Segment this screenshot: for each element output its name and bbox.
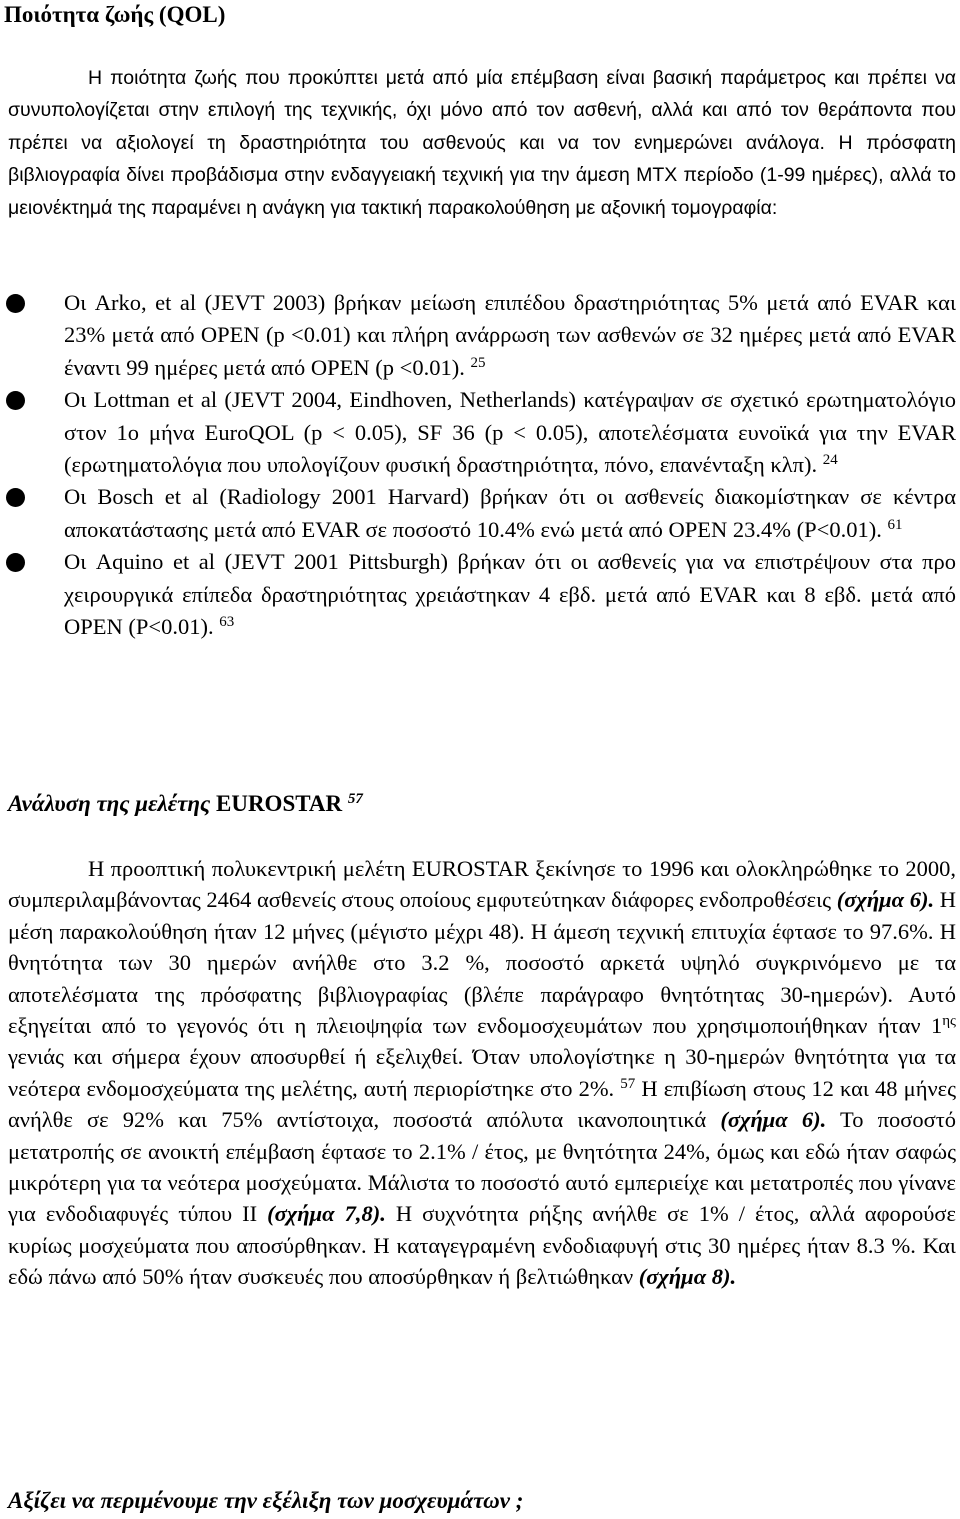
reference-number: 24 <box>822 451 838 468</box>
section-heading-eurostar <box>8 788 363 820</box>
qol-study-list <box>0 287 956 643</box>
list-item-text: Οι Arko, et al (JEVT 2003) βρήκαν μείωση επιπέδου δραστηριότητας 5% μετά από EVAR και 23% μετά από OPEN (p <0.01) και πλήρη ανάρρωση των ασθενών σε 32 ημέρες μετά από EVAR έναντι 99 ημέρες μετά από OPEN (p <0.01). <box>64 290 956 380</box>
bullet-icon <box>6 488 25 507</box>
reference-number: 57 <box>347 790 363 807</box>
section-heading-qol: Ποιότητα ζωής (QOL) <box>4 2 226 27</box>
eurostar-text-1: Η προοπτική πολυκεντρική μελέτη EUROSTAR ξεκίνησε το 1996 και ολοκληρώθηκε το 2000, συμπεριλαμβάνοντας 2464 ασθενείς στους οποίους εμφυτεύτηκαν διάφορες ενδοπροθέσεις <box>8 856 956 913</box>
list-item <box>0 546 956 643</box>
figure-reference: (σχήμα 6). <box>836 887 935 913</box>
section-heading-closing: Αξίζει να περιμένουμε την εξέλιξη των μοσχευμάτων ; <box>8 1488 524 1513</box>
figure-reference: (σχήμα 6). <box>720 1107 827 1133</box>
list-item <box>0 384 956 481</box>
eurostar-heading-prefix: Ανάλυση της μελέτης <box>8 791 211 816</box>
eurostar-text-3: γενιάς και σήμερα έχουν αποσυρθεί ή εξελιχθεί. Όταν υπολογίστηκε η 30-ημερών θνητότητα για τα νεότερα ενδομοσχεύματα της μελέτης, αυτή περιορίστηκε στο 2%. <box>8 1044 956 1101</box>
bullet-icon <box>6 391 25 410</box>
qol-intro-paragraph <box>8 62 956 224</box>
bullet-icon <box>6 294 25 313</box>
eurostar-text-5: Το ποσοστό μετατροπής σε ανοικτή επέμβαση έφτασε το 2.1% / έτος, με θνητότητα 24%, όμως και εδώ ήταν σαφώς μικρότερη για τα νεότερα μοσχεύματα. Μάλιστα το ποσοστό αυτό εμπεριείχε και μετατροπές που γίνανε για ενδοδιαφυγές τύπου ΙΙ <box>8 1107 957 1227</box>
figure-reference: (σχήμα 7,8). <box>267 1201 386 1227</box>
list-item-text: Οι Bosch et al (Radiology 2001 Harvard) βρήκαν ότι οι ασθενείς διακομίστηκαν σε κέντρα αποκατάστασης μετά από EVAR σε ποσοστό 10.4% ενώ μετά από OPEN 23.4% (P<0.01). <box>64 484 956 542</box>
qol-intro-text: Η ποιότητα ζωής που προκύπτει μετά από μία επέμβαση είναι βασική παράμετρος και πρέπει να συνυπολογίζεται στην επιλογή της τεχνικής, όχι μόνο από τον ασθενή, αλλά και από τον θεράποντα που πρέπει να αξιολογεί τη δραστηριότητα του ασθενούς και να τον ενημερώνει ανάλογα. Η πρόσφατη βιβλιογραφία δίνει προβάδισμα στην ενδαγγειακή τεχνική για την άμεση ΜΤΧ περίοδο (1-99 ημέρες), αλλά το μειονέκτημά της παραμένει η ανάγκη για τακτική παρακολούθηση με αξονική τομογραφία: <box>8 67 956 219</box>
list-item <box>0 481 956 546</box>
list-item-text: Οι Aquino et al (JEVT 2001 Pittsburgh) βρήκαν ότι οι ασθενείς για να επιστρέψουν στα προ χειρουργικά επίπεδα δραστηριότητας χρειάστηκαν 4 εβδ. μετά από EVAR και 8 εβδ. μετά από OPEN (P<0.01). <box>64 549 956 640</box>
reference-number: 61 <box>887 516 903 533</box>
reference-number: 25 <box>470 354 486 371</box>
list-item <box>0 287 956 384</box>
eurostar-paragraph <box>8 853 956 1293</box>
eurostar-text-6: Η συχνότητα ρήξης ανήλθε σε 1% / έτος, αλλά αφορούσε κυρίως μοσχεύματα που αποσύρθηκαν. Η καταγεγραμένη ενδοδιαφυγή στις 30 ημέρες ήταν 8.3 %. Και εδώ πάνω από 50% ήταν συσκευές που αποσύρθηκαν ή βελτιώθηκαν <box>8 1201 956 1290</box>
reference-number: 57 <box>620 1075 636 1092</box>
eurostar-text-4: Η επιβίωση στους 12 και 48 μήνες ανήλθε σε 92% και 75% αντίστοιχα, ποσοστά απόλυτα ικανοποιητικά <box>8 1075 957 1133</box>
eurostar-text-2: Η μέση παρακολούθηση ήταν 12 μήνες (μέγιστο μέχρι 48). Η άμεση τεχνική επιτυχία έφτασε το 97.6%. Η θνητότητα των 30 ημερών ανήλθε στο 3.2 %, ποσοστό αρκετά υψηλό συγκρινόμενο με τα αποτελέσματα της πρόσφατης βιβλιογραφίας (βλέπε παράγραφο θνητότητας 30-ημερών). Αυτό εξηγείται από το γεγονός ότι η πλειοψηφία των ενδομοσχευμάτων που χρησιμοποιήθηκαν ήταν 1 <box>8 887 957 1039</box>
figure-reference: (σχήμα 8). <box>638 1264 737 1290</box>
ordinal-suffix: ης <box>942 1012 956 1029</box>
list-item-text: Οι Lottman et al (JEVT 2004, Eindhoven, Netherlands) κατέγραψαν σε σχετικό ερωτηματολόγιο στον 1ο μήνα EuroQOL (p < 0.05), SF 36 (p < 0.05), αποτελέσματα ευνοϊκά για την EVAR (ερωτηματολόγια που υπολογίζουν φυσική δραστηριότητα, πόνο, επανένταξη κλπ). <box>64 387 956 478</box>
bullet-icon <box>6 553 25 572</box>
eurostar-heading-name: EUROSTAR <box>216 791 343 816</box>
reference-number: 63 <box>219 613 235 630</box>
